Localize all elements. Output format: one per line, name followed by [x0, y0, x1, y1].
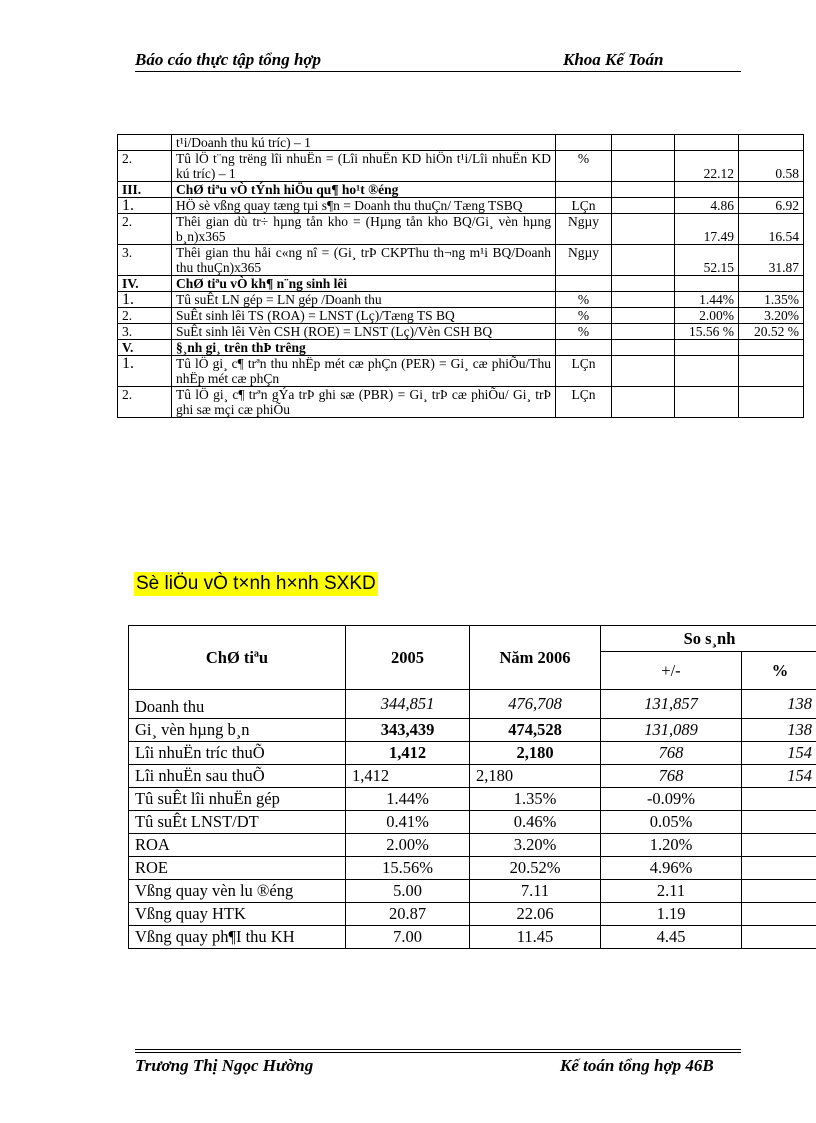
table-row [129, 811, 816, 834]
row-number: 2. [118, 151, 172, 182]
unit-cell: % [556, 324, 612, 340]
value-cell [612, 292, 675, 308]
header-2005: 2005 [346, 626, 470, 690]
table-row [129, 765, 816, 788]
diff-value: 0.05% [601, 811, 742, 834]
unit-cell: % [556, 308, 612, 324]
value-2006: 2,180 [470, 765, 601, 788]
value-cell [612, 356, 675, 387]
diff-value: 1.19 [601, 903, 742, 926]
value-cell [612, 151, 675, 182]
pct-value [742, 880, 816, 903]
value-cell [612, 387, 675, 418]
value-2005: 15.56% [346, 857, 470, 880]
page-footer [135, 1056, 741, 1076]
row-number: 1. [118, 198, 172, 214]
pct-value [742, 926, 816, 949]
value-2006: 3.20% [739, 308, 804, 324]
pct-value: 138 [742, 719, 816, 742]
header-diff: +/- [601, 652, 742, 690]
pct-value: 138 [742, 690, 816, 719]
value-2005: 5.00 [346, 880, 470, 903]
table-row [118, 387, 804, 418]
cell [675, 276, 739, 292]
item-name: Lîi nhuËn sau thuÕ [129, 765, 346, 788]
diff-value: -0.09% [601, 788, 742, 811]
table-row [129, 834, 816, 857]
indicator-text: Tû lÖ gi¸ c¶ trªn gÝa trÞ ghi sæ (PBR) = Gi¸ trÞ cæ phiÕu/ Gi¸ trÞ ghi sæ mçi cæ phiÕu [172, 387, 556, 418]
value-cell [612, 324, 675, 340]
value-cell [612, 135, 675, 151]
diff-value: 1.20% [601, 834, 742, 857]
table-row [129, 690, 816, 719]
pct-value: 154 [742, 742, 816, 765]
diff-value: 2.11 [601, 880, 742, 903]
diff-value: 4.96% [601, 857, 742, 880]
value-2006: 7.11 [470, 880, 601, 903]
item-name: Gi¸ vèn hµng b¸n [129, 719, 346, 742]
pct-value [742, 811, 816, 834]
row-number: III. [118, 182, 172, 198]
cell [675, 340, 739, 356]
value-2006: 1.35% [470, 788, 601, 811]
section-heading: ChØ tiªu vÒ kh¶ n¨ng sinh lêi [172, 276, 556, 292]
indicator-table [117, 134, 804, 418]
row-number: 2. [118, 387, 172, 418]
unit-cell: LÇn [556, 356, 612, 387]
value-2005: 22.12 [675, 151, 739, 182]
value-2006: 16.54 [739, 214, 804, 245]
table-row [129, 857, 816, 880]
value-2005: 0.41% [346, 811, 470, 834]
value-2006: 0.46% [470, 811, 601, 834]
indicator-text: Thêi gian dù tr÷ hµng tån kho = (Hµng tån kho BQ/Gi¸ vèn hµng b¸n)x365 [172, 214, 556, 245]
indicator-text: Tû lÖ gi¸ c¶ trªn thu nhËp mét cæ phÇn (PER) = Gi¸ cæ phiÕu/Thu nhËp mét cæ phÇn [172, 356, 556, 387]
table-row [118, 292, 804, 308]
indicator-text: SuÊt sinh lêi TS (ROA) = LNST (Lç)/Tæng TS BQ [172, 308, 556, 324]
value-2005: 17.49 [675, 214, 739, 245]
cell [556, 340, 612, 356]
section-row [118, 182, 804, 198]
table-row [129, 880, 816, 903]
item-name: Tû suÊt lîi nhuËn gép [129, 788, 346, 811]
table-row [129, 788, 816, 811]
pct-value [742, 903, 816, 926]
value-2005: 1,412 [346, 742, 470, 765]
row-number: 3. [118, 324, 172, 340]
item-name: ROE [129, 857, 346, 880]
item-name: Tû suÊt LNST/DT [129, 811, 346, 834]
cell [739, 340, 804, 356]
cell [612, 340, 675, 356]
unit-cell: % [556, 292, 612, 308]
table-row [118, 245, 804, 276]
table-row [129, 926, 816, 949]
indicator-text: SuÊt sinh lêi Vèn CSH (ROE) = LNST (Lç)/Vèn CSH BQ [172, 324, 556, 340]
value-2006: 2,180 [470, 742, 601, 765]
value-2005: 2.00% [346, 834, 470, 857]
pct-value [742, 857, 816, 880]
value-2006: 474,528 [470, 719, 601, 742]
value-2005: 20.87 [346, 903, 470, 926]
table-row [118, 151, 804, 182]
value-2006: 31.87 [739, 245, 804, 276]
table-row [118, 135, 804, 151]
value-2006: 6.92 [739, 198, 804, 214]
value-2005: 15.56 % [675, 324, 739, 340]
row-number: 3. [118, 245, 172, 276]
row-number: IV. [118, 276, 172, 292]
table-row [129, 742, 816, 765]
value-2006: 476,708 [470, 690, 601, 719]
item-name: Lîi nhuËn tríc thuÕ [129, 742, 346, 765]
section-row [118, 276, 804, 292]
indicator-text: t¹i/Doanh thu kú tríc) – 1 [172, 135, 556, 151]
cell [675, 182, 739, 198]
row-number: V. [118, 340, 172, 356]
value-2005: 344,851 [346, 690, 470, 719]
page-header [135, 50, 739, 70]
value-cell [612, 214, 675, 245]
header-left-title: Báo cáo thực tập tổng hợp [135, 50, 322, 69]
table-row [118, 308, 804, 324]
value-cell [612, 308, 675, 324]
value-2005 [675, 356, 739, 387]
header-rule [135, 71, 741, 72]
value-2005 [675, 387, 739, 418]
item-name: ROA [129, 834, 346, 857]
footer-rule-inner [135, 1052, 741, 1053]
table-row [129, 719, 816, 742]
value-2005: 7.00 [346, 926, 470, 949]
row-number: 2. [118, 308, 172, 324]
footer-author: Trương Thị Ngọc Hường [135, 1056, 314, 1075]
value-2005: 1.44% [675, 292, 739, 308]
pct-value [742, 834, 816, 857]
diff-value: 131,089 [601, 719, 742, 742]
value-2005: 343,439 [346, 719, 470, 742]
header-2006: Năm 2006 [470, 626, 601, 690]
value-2006 [739, 135, 804, 151]
business-results-table [128, 625, 816, 949]
table-row [118, 214, 804, 245]
value-2006: 22.06 [470, 903, 601, 926]
header-item: ChØ tiªu [129, 626, 346, 690]
cell [612, 182, 675, 198]
pct-value [742, 788, 816, 811]
table-row [118, 198, 804, 214]
indicator-text: Thêi gian thu håi c«ng nî = (Gi¸ trÞ CKPThu th¬ng m¹i BQ/Doanh thu thuÇn)x365 [172, 245, 556, 276]
table-row [118, 356, 804, 387]
value-2006: 11.45 [470, 926, 601, 949]
item-name: Doanh thu [129, 690, 346, 719]
value-2006: 20.52 % [739, 324, 804, 340]
cell [739, 182, 804, 198]
pct-value: 154 [742, 765, 816, 788]
cell [556, 182, 612, 198]
cell [612, 276, 675, 292]
value-2006: 20.52% [470, 857, 601, 880]
diff-value: 768 [601, 742, 742, 765]
value-2006 [739, 356, 804, 387]
cell [556, 276, 612, 292]
unit-cell [556, 135, 612, 151]
row-number: 2. [118, 214, 172, 245]
item-name: Vßng quay HTK [129, 903, 346, 926]
unit-cell: LÇn [556, 198, 612, 214]
value-2005 [675, 135, 739, 151]
section-title: Sè liÖu vÒ t×nh h×nh SXKD [136, 573, 376, 594]
unit-cell: LÇn [556, 387, 612, 418]
indicator-text: Tû lÖ t¨ng trëng lîi nhuËn = (Lîi nhuËn KD hiÖn t¹i/Lîi nhuËn KD kú tríc) – 1 [172, 151, 556, 182]
row-number [118, 135, 172, 151]
footer-rule [135, 1049, 741, 1050]
item-name: Vßng quay vèn lu ®éng [129, 880, 346, 903]
section-heading: §¸nh gi¸ trên thÞ trêng [172, 340, 556, 356]
header-compare: So s¸nh [601, 626, 816, 652]
section-row [118, 340, 804, 356]
section-heading: ChØ tiªu vÒ tÝnh hiÖu qu¶ ho¹t ®éng [172, 182, 556, 198]
value-2005: 52.15 [675, 245, 739, 276]
indicator-text: Tû suÊt LN gép = LN gép /Doanh thu [172, 292, 556, 308]
value-cell [612, 198, 675, 214]
footer-class: Kế toán tổng hợp 46B [560, 1056, 714, 1075]
value-2005: 1.44% [346, 788, 470, 811]
value-cell [612, 245, 675, 276]
value-2005: 2.00% [675, 308, 739, 324]
table-row [118, 324, 804, 340]
row-number: 1. [118, 292, 172, 308]
value-2006: 3.20% [470, 834, 601, 857]
header-pct: % [742, 652, 816, 690]
diff-value: 768 [601, 765, 742, 788]
diff-value: 131,857 [601, 690, 742, 719]
item-name: Vßng quay ph¶I thu KH [129, 926, 346, 949]
unit-cell: % [556, 151, 612, 182]
value-2006 [739, 387, 804, 418]
unit-cell: Ngµy [556, 214, 612, 245]
value-2005: 4.86 [675, 198, 739, 214]
unit-cell: Ngµy [556, 245, 612, 276]
row-number: 1. [118, 356, 172, 387]
diff-value: 4.45 [601, 926, 742, 949]
value-2006: 0.58 [739, 151, 804, 182]
value-2005: 1,412 [346, 765, 470, 788]
value-2006: 1.35% [739, 292, 804, 308]
table-row [129, 903, 816, 926]
indicator-text: HÖ sè vßng quay tæng tµi s¶n = Doanh thu thuÇn/ Tæng TSBQ [172, 198, 556, 214]
header-right-title: Khoa Kế Toán [563, 50, 664, 69]
cell [739, 276, 804, 292]
